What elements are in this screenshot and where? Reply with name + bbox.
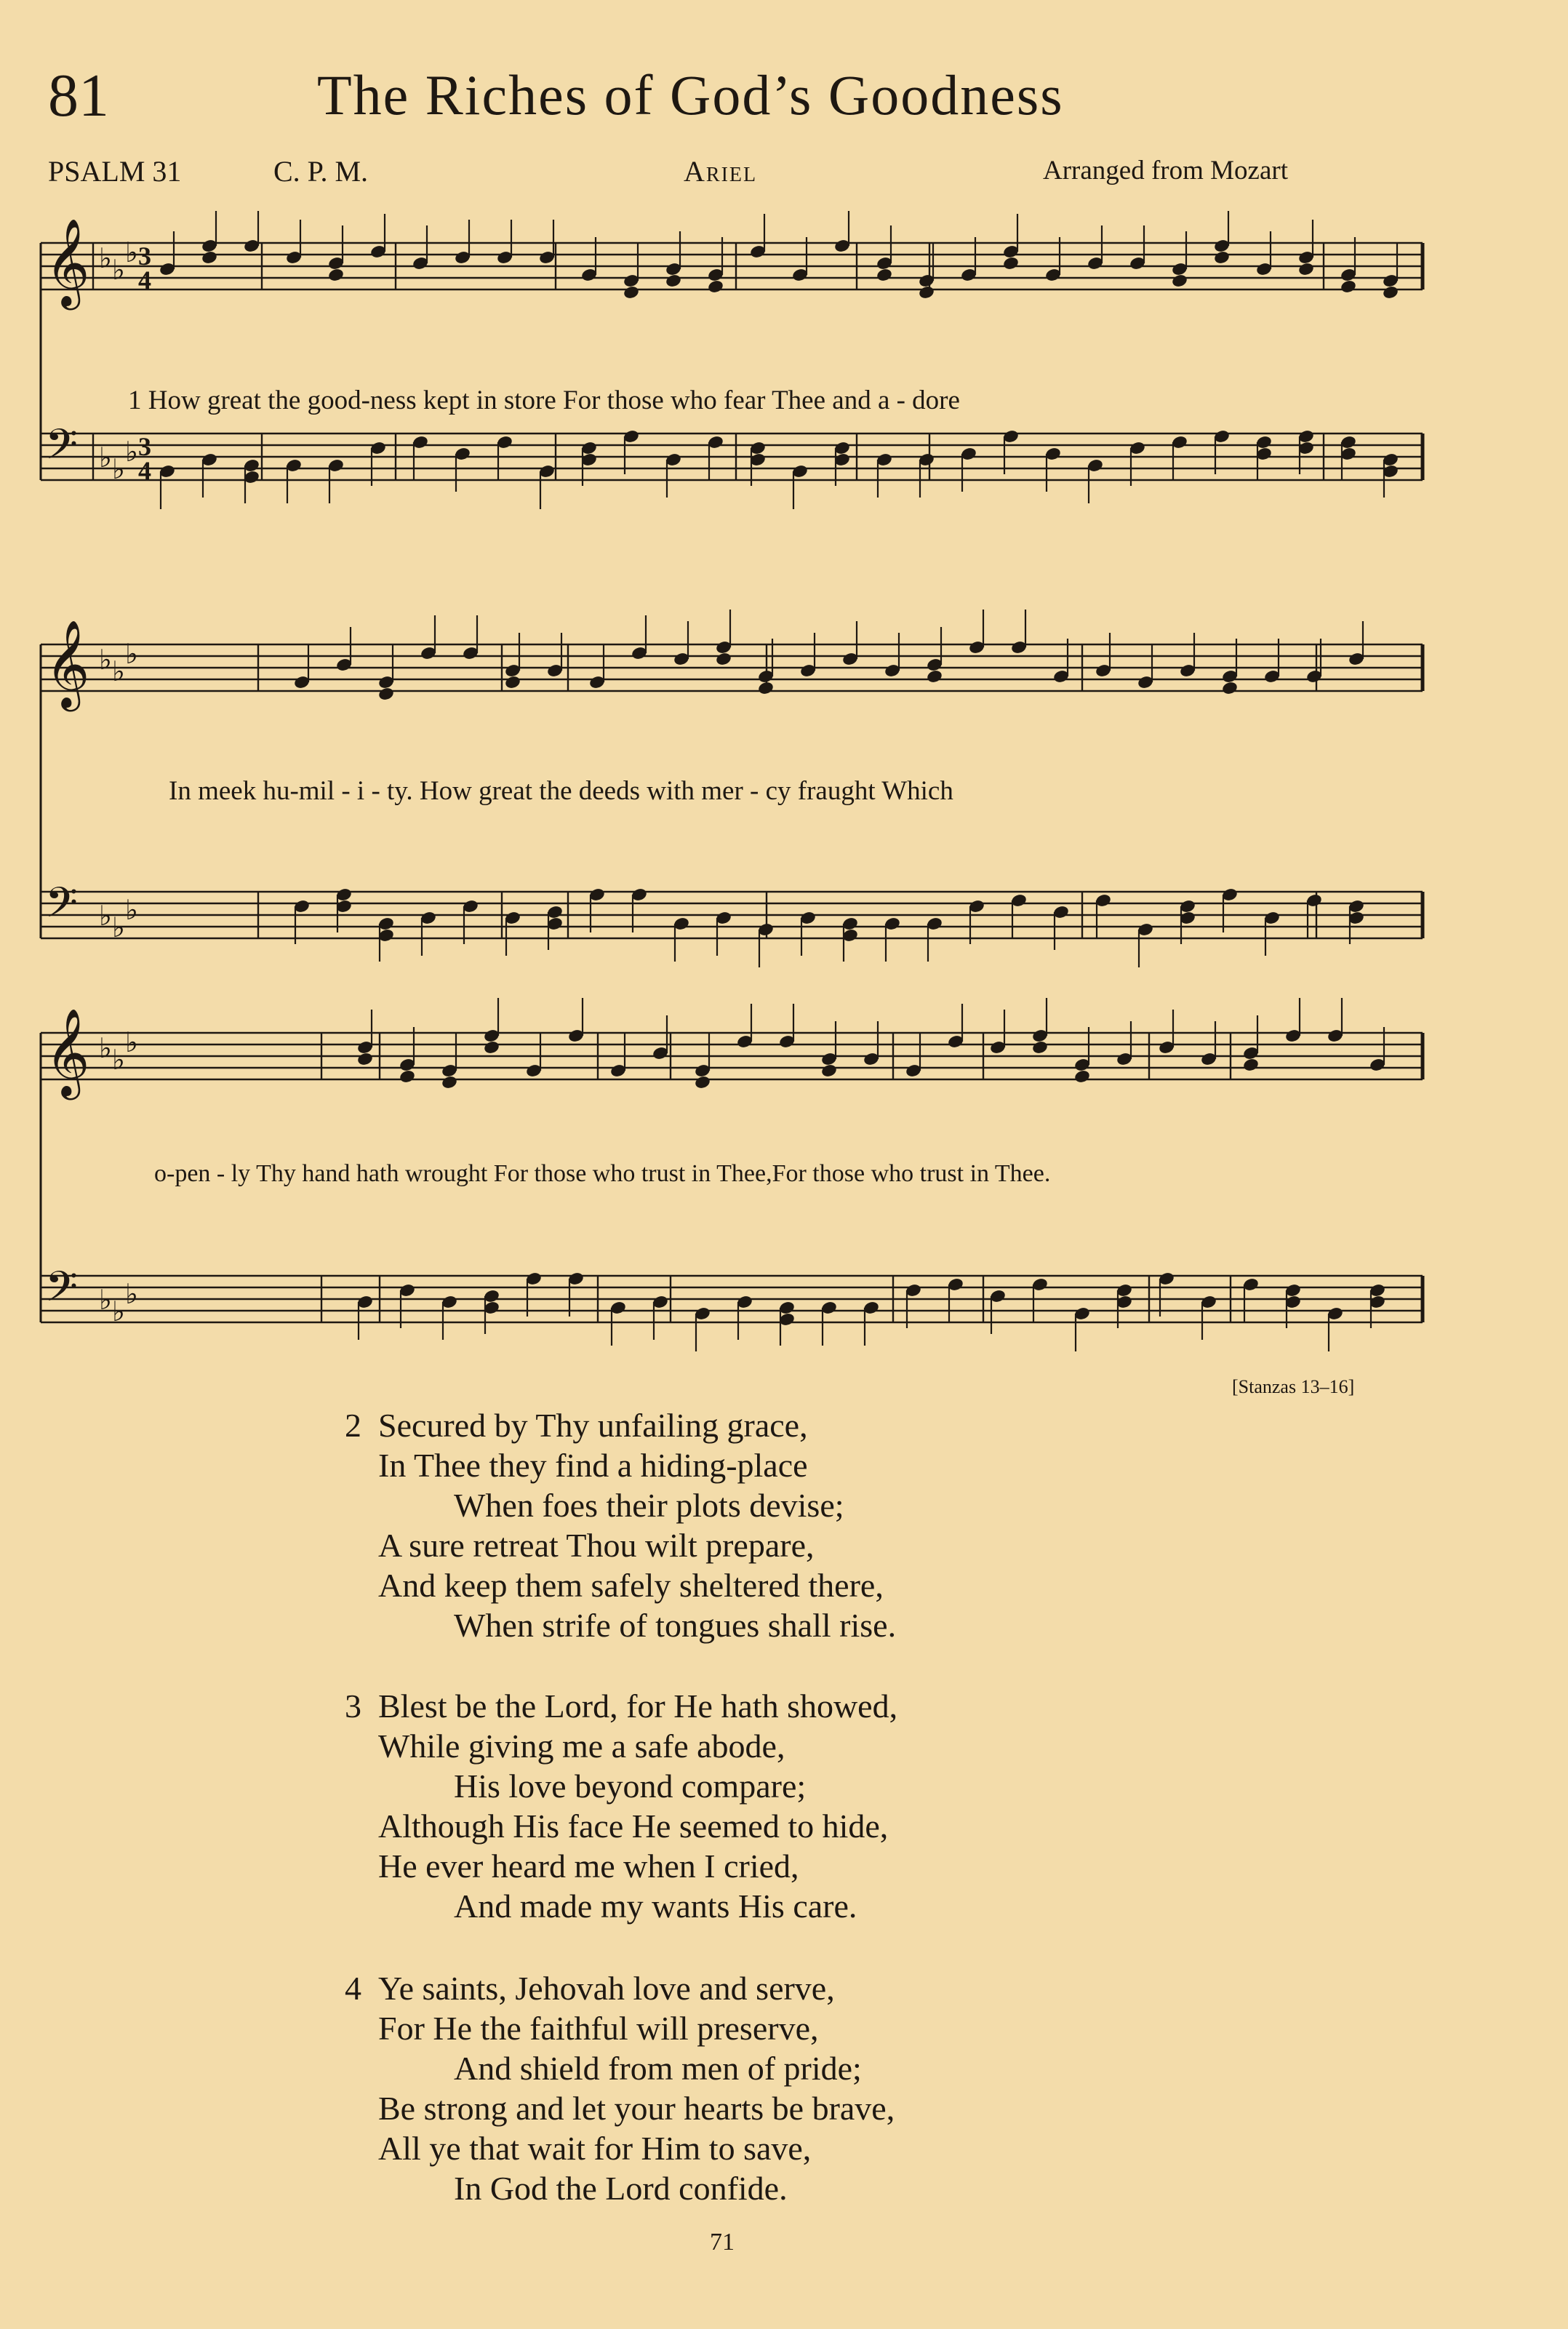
note-head [1340, 279, 1357, 295]
stanza-line: In Thee they find a hiding-place [378, 1447, 808, 1484]
stanza-line: When strife of tongues shall rise. [454, 1607, 897, 1644]
lyric-line-1: 1 How great the good-ness kept in store For those who fear Thee and a - dore [128, 385, 960, 415]
note-head [694, 1075, 711, 1090]
note-head [1073, 1069, 1091, 1084]
note-head [757, 681, 775, 696]
flat-icon: ♭ [99, 242, 112, 274]
treble-clef-icon: 𝄞 [45, 619, 90, 708]
page-number: 71 [710, 2229, 735, 2256]
note-head [623, 285, 640, 300]
flat-icon: ♭ [125, 236, 138, 268]
stanza-line: And shield from men of pride; [454, 2050, 862, 2087]
flat-icon: ♭ [99, 900, 112, 932]
stanza-line: Although His face He seemed to hide, [378, 1807, 889, 1845]
time-signature: 4 [138, 456, 151, 485]
stanza-line: Blest be the Lord, for He hath showed, [378, 1687, 898, 1725]
meter: C. P. M. [273, 155, 369, 188]
stanza-line: Secured by Thy unfailing grace, [378, 1407, 808, 1444]
flat-icon: ♭ [112, 655, 125, 687]
stanza-line: He ever heard me when I cried, [378, 1847, 799, 1885]
flat-icon: ♭ [99, 1032, 112, 1064]
tune-name: Ariel [684, 155, 758, 188]
flat-icon: ♭ [112, 453, 125, 485]
note-head [201, 250, 218, 265]
note-head [1242, 1058, 1260, 1073]
time-signature: 3 [138, 241, 151, 271]
bass-clef-icon: 𝄢 [45, 1262, 79, 1322]
flat-icon: ♭ [99, 644, 112, 676]
note-head [441, 1075, 458, 1090]
note-head [820, 1063, 838, 1079]
note-head [1171, 273, 1188, 289]
stanza-3 [345, 1686, 898, 1926]
stanza-number: 4 [345, 1970, 361, 2007]
note-head [926, 669, 943, 684]
stanza-number: 2 [345, 1407, 361, 1444]
time-signature: 4 [138, 265, 151, 295]
flat-icon: ♭ [99, 1284, 112, 1316]
note-head [483, 1040, 500, 1055]
flat-icon: ♭ [112, 1295, 125, 1327]
note-head [665, 273, 682, 289]
stanza-line: His love beyond compare; [454, 1767, 807, 1805]
lyric-line-2: In meek hu-mil - i - ty. How great the deeds with mer - cy fraught Which [169, 776, 953, 806]
stanza-line: While giving me a safe abode, [378, 1727, 785, 1765]
flat-icon: ♭ [99, 442, 112, 474]
stanza-line: Be strong and let your hearts be brave, [378, 2090, 895, 2127]
lyric-line-3: o-pen - ly Thy hand hath wrought For those who trust in Thee,For those who trust in Thee. [154, 1160, 1051, 1187]
flat-icon: ♭ [125, 436, 138, 468]
treble-clef-icon: 𝄞 [45, 1007, 90, 1096]
stanza-reference: [Stanzas 13–16] [1232, 1376, 1355, 1397]
treble-clef-icon: 𝄞 [45, 217, 90, 306]
hymn-number: 81 [48, 62, 109, 129]
stanza-line: Ye saints, Jehovah love and serve, [378, 1970, 835, 2007]
time-signature: 3 [138, 432, 151, 461]
flat-icon: ♭ [125, 894, 138, 926]
flat-icon: ♭ [125, 1026, 138, 1058]
note-head [504, 675, 521, 690]
stanza-line: And keep them safely sheltered there, [378, 1567, 884, 1604]
stanza-2 [345, 1405, 897, 1645]
stanza-line: And made my wants His care. [454, 1887, 857, 1925]
stanza-line: A sure retreat Thou wilt prepare, [378, 1527, 815, 1564]
flat-icon: ♭ [112, 254, 125, 286]
bass-clef-icon: 𝄢 [45, 878, 79, 938]
stanza-line: All ye that wait for Him to save, [378, 2130, 812, 2167]
note-head [399, 1069, 416, 1084]
note-head [1221, 681, 1239, 696]
arrangement-credit: Arranged from Mozart [1043, 156, 1288, 185]
note-head [1002, 256, 1020, 271]
stanza-line: In God the Lord confide. [454, 2170, 788, 2207]
note-head [707, 279, 724, 295]
flat-icon: ♭ [112, 1044, 125, 1076]
note-head [327, 268, 345, 283]
flat-icon: ♭ [125, 1278, 138, 1310]
hymn-title: The Riches of God’s Goodness [317, 63, 1064, 127]
stanza-line: For He the faithful will preserve, [378, 2010, 819, 2047]
flat-icon: ♭ [125, 638, 138, 670]
flat-icon: ♭ [112, 911, 125, 943]
note-head [918, 285, 935, 300]
note-head [1382, 285, 1399, 300]
stanza-4 [345, 1968, 895, 2208]
note-head [356, 1052, 374, 1067]
note-head [1213, 250, 1231, 265]
note-head [1031, 1040, 1049, 1055]
note-head [715, 652, 732, 667]
bass-clef-icon: 𝄢 [45, 420, 79, 479]
stanza-number: 3 [345, 1687, 361, 1725]
stanza-line: When foes their plots devise; [454, 1487, 844, 1524]
note-head [377, 687, 395, 702]
note-head [1297, 262, 1315, 277]
note-head [876, 268, 893, 283]
psalm-reference: PSALM 31 [48, 155, 182, 188]
